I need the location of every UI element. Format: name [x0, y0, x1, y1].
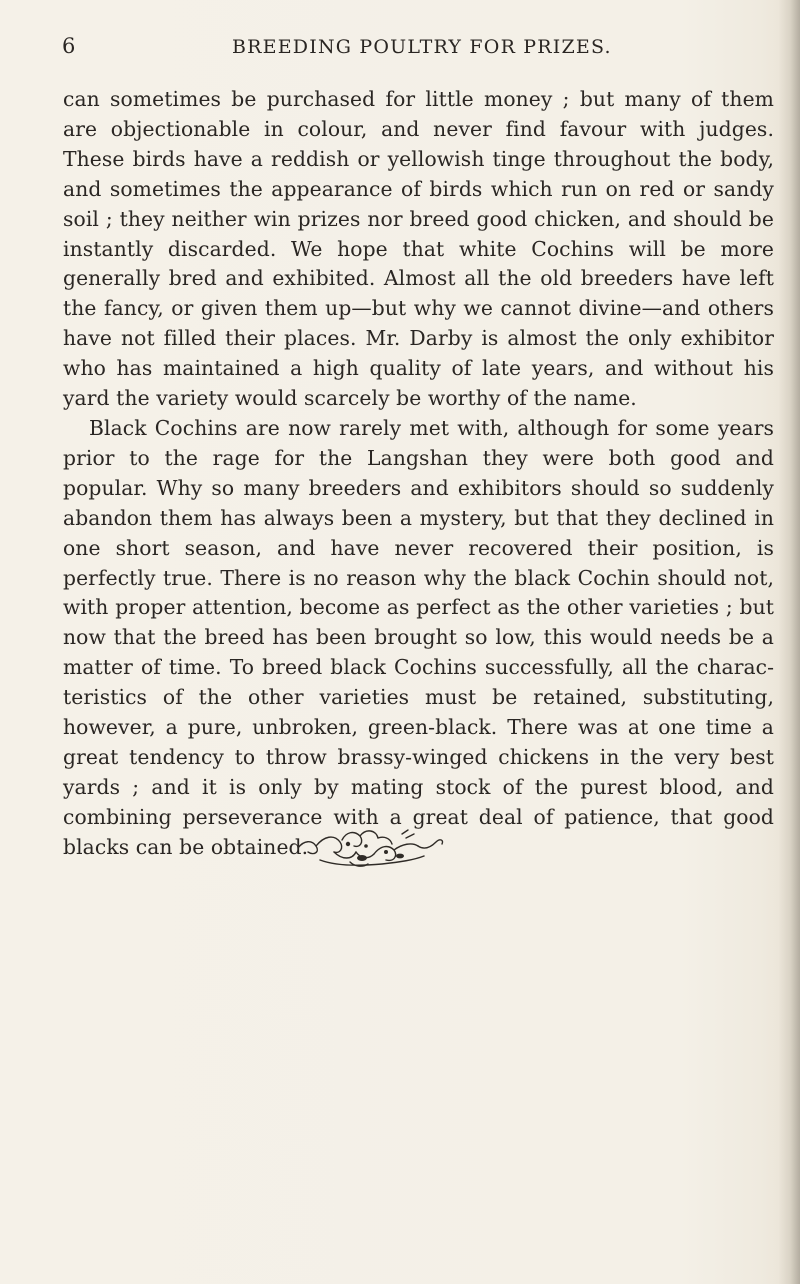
running-head: BREEDING POULTRY FOR PRIZES.: [232, 36, 612, 58]
decorative-vignette-icon: [290, 826, 450, 870]
page-number: 6: [62, 34, 76, 58]
paragraph: Black Cochins are now rarely met with, although for some years prior to the rage for the Langshan they were both good and popular. Why so many breeders and exhibitors should so suddenly abandon them has always been a mystery, but that they declined in one short season, and have never recovered their position, is perfectly true. There is no reason why the black Cochin should not, with proper attention, become as perfect as the other varieties ; but now that the breed has been brought so low, this would needs be a matter of time. To breed black Cochins successfully, all the characteristics of the other varieties must be retained, substituting, however, a pure, unbroken, green-black. There was at one time a great tendency to throw brassy-winged chickens in the very best yards ; and it is only by mating stock of the purest blood, and combining perseverance with a great deal of patience, that good blacks can be obtained.: [63, 415, 774, 859]
page-header: [62, 34, 662, 64]
page-edge-shadow: [778, 0, 800, 1284]
paragraph: can sometimes be purchased for little money ; but many of them are objectionable in colour, and never find favour with judges. These birds have a reddish or yellowish tinge throughout the body, and sometimes the appearance of birds which run on red or sandy soil ; they neither win prizes nor breed good chicken, and should be instantly discarded. We hope that white Cochins will be more generally bred and exhibited. Almost all the old breeders have left the fancy, or given them up—but why we cannot divine—and others have not filled their places. Mr. Darby is almost the only exhibitor who has maintained a high quality of late years, and without his yard the variety would scarcely be worthy of the name.: [63, 87, 774, 411]
body-text: [63, 85, 774, 863]
